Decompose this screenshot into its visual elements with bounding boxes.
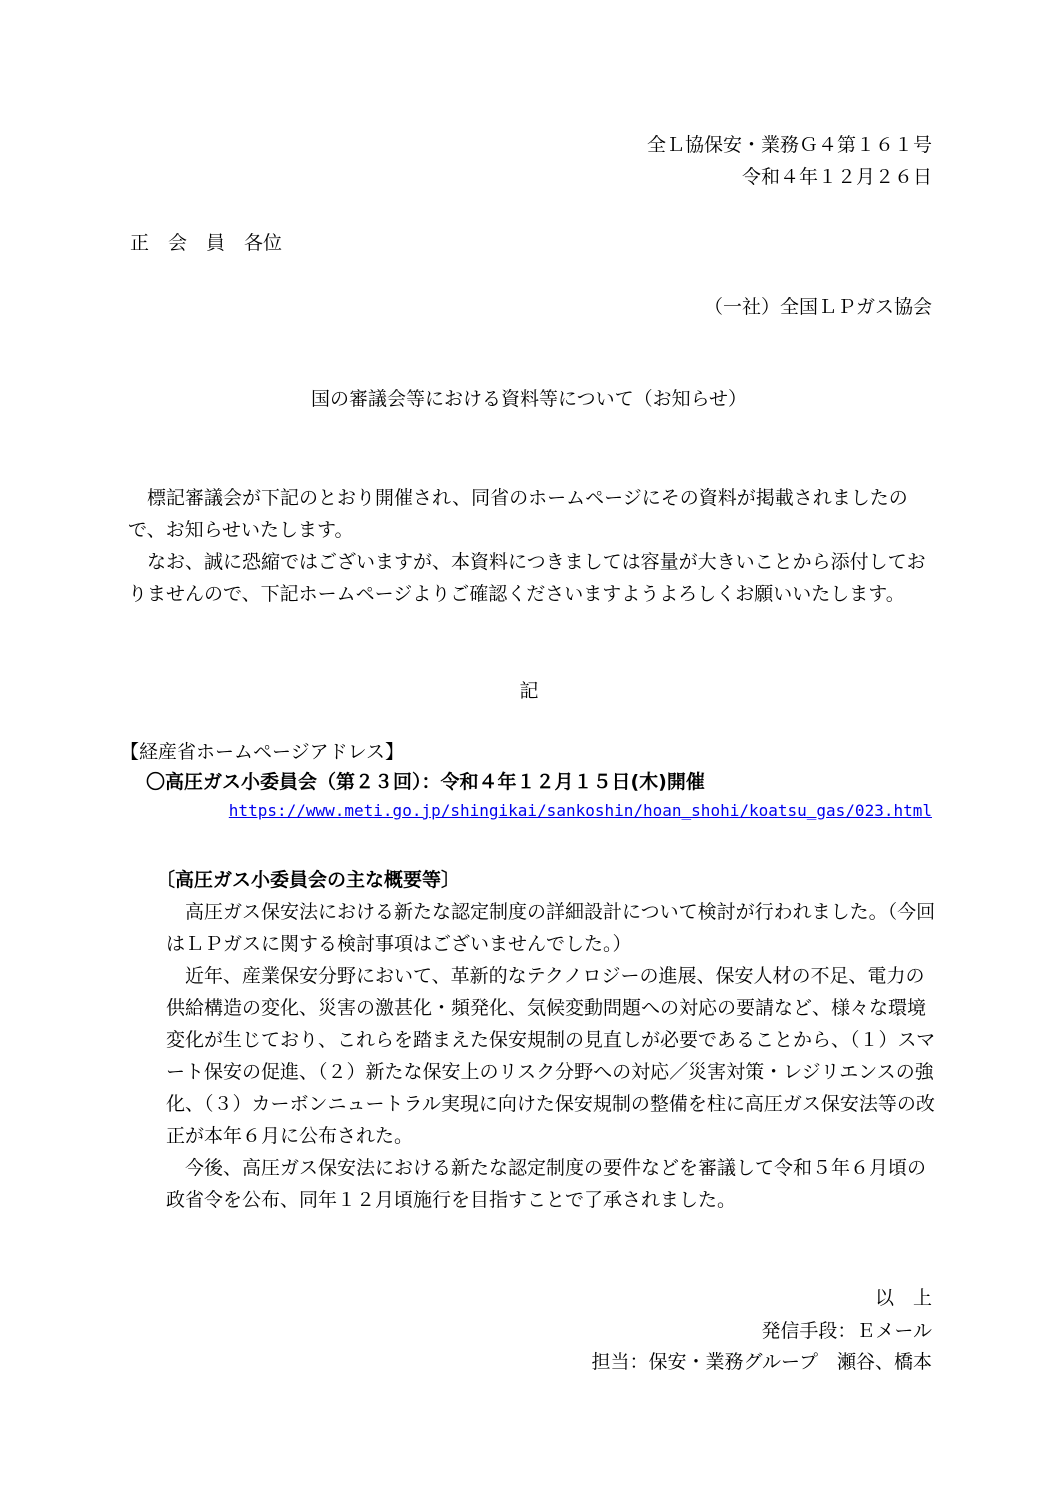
contact-person: 担当：保安・業務グループ 瀬谷、橋本 xyxy=(591,1351,932,1373)
send-method: 発信手段：Ｅメール xyxy=(761,1320,932,1342)
document-number: 全Ｌ協保安・業務Ｇ４第１６１号 xyxy=(646,134,932,156)
summary-paragraph: 近年、産業保安分野において、革新的なテクノロジーの進展、保安人材の不足、電力の供給構造の変化、災害の激甚化・頻発化、気候変動問題への対応の要請など、様々な環境変化が生じており、これらを踏まえた保安規制の見直しが必要であることから、（１）スマート保安の促進、（２）新たな保安上のリスク分野への対応／災害対策・レジリエンスの強化、（３）カーボンニュートラル実現に向けた保安規制の整備を柱に高圧ガス保安法等の改正が本年６月に公布された。 xyxy=(166,965,936,1147)
meeting-url-link[interactable]: https://www.meti.go.jp/shingikai/sankoshin/hoan_shohi/koatsu_gas/023.html xyxy=(228,801,932,820)
meti-homepage-header: 【経産省ホームページアドレス】 xyxy=(120,741,405,763)
summary-paragraph: 今後、高圧ガス保安法における新たな認定制度の要件などを審議して令和５年６月頃の政省令を公布、同年１２月頃施行を目指すことで了承されました。 xyxy=(166,1157,927,1211)
ki-heading: 記 xyxy=(519,680,539,702)
document-date: 令和４年１２月２６日 xyxy=(741,166,932,188)
summary-paragraph: 高圧ガス保安法における新たな認定制度の詳細設計について検討が行われました。（今回はＬＰガスに関する検討事項はございませんでした。） xyxy=(166,901,936,955)
meeting-title: 〇高圧ガス小委員会（第２３回）：令和４年１２月１５日(木)開催 xyxy=(146,771,705,793)
closing-mark: 以 上 xyxy=(874,1287,932,1309)
summary-header: 〔高圧ガス小委員会の主な概要等〕 xyxy=(156,869,461,891)
document-title: 国の審議会等における資料等について（お知らせ） xyxy=(310,388,748,410)
summary-body xyxy=(166,896,938,1216)
intro-paragraph: 標記審議会が下記のとおり開催され、同省のホームページにその資料が掲載されましたので、お知らせいたします。 xyxy=(128,487,908,541)
intro-section xyxy=(128,482,938,610)
addressee: 正 会 員 各位 xyxy=(130,232,283,254)
intro-paragraph: なお、誠に恐縮ではございますが、本資料につきましては容量が大きいことから添付しておりませんので、下記ホームページよりご確認くださいますようよろしくお願いいたします。 xyxy=(128,551,926,605)
sender-organization: （一社）全国ＬＰガス協会 xyxy=(703,296,932,318)
